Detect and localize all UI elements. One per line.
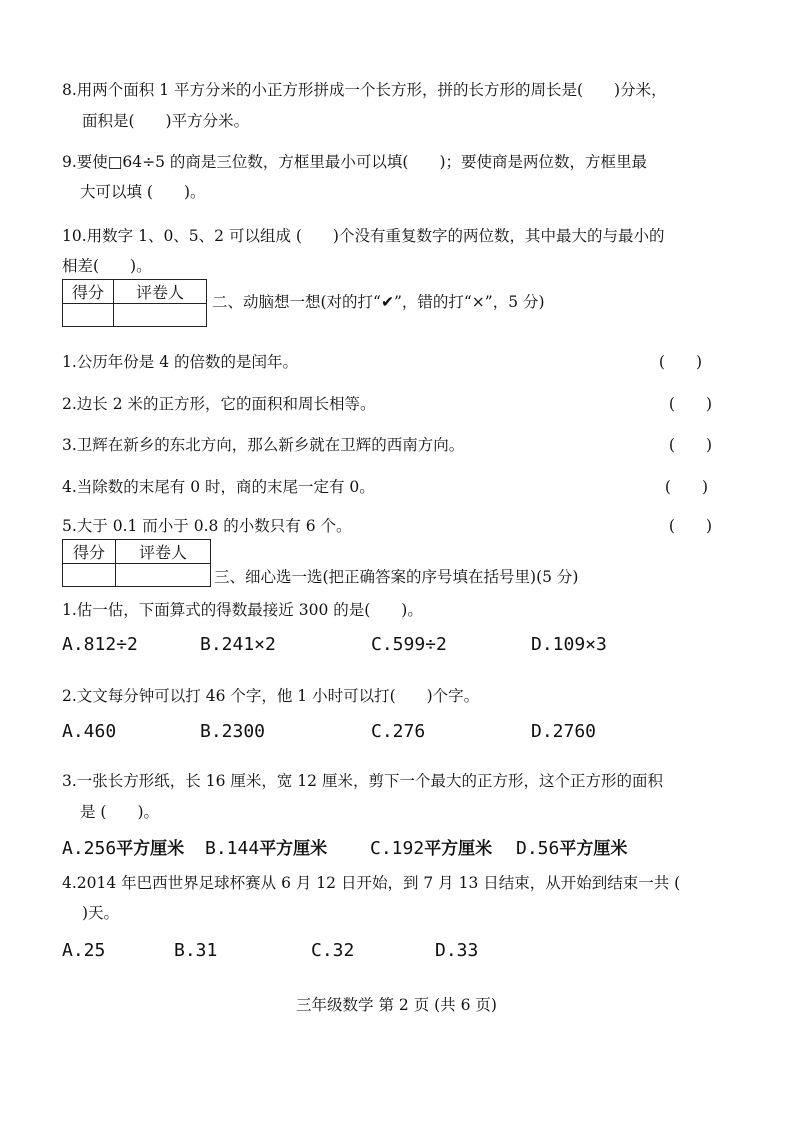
- judge-item-text: 5.大于 0.1 而小于 0.8 的小数只有 6 个。: [62, 517, 352, 535]
- score-cell[interactable]: [63, 304, 114, 327]
- judge-item-3: [62, 435, 712, 457]
- score-cell[interactable]: [63, 564, 116, 587]
- option-b[interactable]: B.144平方厘米: [205, 838, 328, 859]
- question-10-line-1: 10.用数字 1、0、5、2 可以组成 ( )个没有重复数字的两位数，其中最大的与最小的: [62, 227, 665, 245]
- option-d[interactable]: D.2760: [531, 721, 597, 742]
- option-b[interactable]: B.31: [174, 940, 218, 961]
- option-a[interactable]: A.256平方厘米: [62, 838, 185, 859]
- judge-item-5: [62, 516, 712, 538]
- answer-paren[interactable]: ( ): [668, 517, 712, 535]
- answer-paren[interactable]: ( ): [658, 353, 702, 371]
- judge-item-text: 4.当除数的末尾有 0 时，商的末尾一定有 0。: [62, 478, 375, 496]
- choice-question-3-line-1: 3.一张长方形纸，长 16 厘米，宽 12 厘米，剪下一个最大的正方形，这个正方形的面积: [62, 772, 663, 790]
- question-8-line-2: 面积是( )平方分米。: [82, 112, 250, 130]
- choice-question-2: 2.文文每分钟可以打 46 个字，他 1 小时可以打( )个字。: [62, 687, 480, 705]
- question-10-line-2: 相差( )。: [62, 257, 152, 275]
- option-d[interactable]: D.109×3: [531, 634, 607, 655]
- section-3-title: 三、细心选一选(把正确答案的序号填在括号里)(5 分): [214, 568, 579, 586]
- option-c[interactable]: C.599÷2: [371, 634, 447, 655]
- score-box-section-3: [62, 539, 211, 587]
- answer-paren[interactable]: ( ): [664, 478, 708, 496]
- question-9-line-2: 大可以填 ( )。: [80, 183, 206, 201]
- option-c[interactable]: C.192平方厘米: [370, 838, 493, 859]
- score-box-section-2: [62, 279, 207, 327]
- option-c[interactable]: C.32: [311, 940, 355, 961]
- choice-question-1: 1.估一估，下面算式的得数最接近 300 的是( )。: [62, 601, 423, 619]
- choice-question-4-line-2: )天。: [82, 904, 120, 922]
- judge-item-1: [62, 352, 712, 374]
- choice-question-3-line-2: 是 ( )。: [80, 803, 160, 821]
- choice-question-4-line-1: 4.2014 年巴西世界足球杯赛从 6 月 12 日开始，到 7 月 13 日结束，从开始到结束一共 (: [62, 874, 681, 892]
- grader-cell[interactable]: [116, 564, 211, 587]
- question-9-line-1: 9.要使□64÷5 的商是三位数，方框里最小可以填( )；要使商是两位数，方框里最: [62, 153, 648, 171]
- judge-item-2: [62, 394, 712, 416]
- option-d[interactable]: D.56平方厘米: [516, 838, 628, 859]
- option-c[interactable]: C.276: [371, 721, 426, 742]
- grader-cell[interactable]: [114, 304, 207, 327]
- page-footer: 三年级数学 第 2 页 (共 6 页): [296, 996, 497, 1014]
- option-b[interactable]: B.241×2: [200, 634, 276, 655]
- judge-item-text: 3.卫辉在新乡的东北方向，那么新乡就在卫辉的西南方向。: [62, 436, 465, 454]
- judge-item-text: 1.公历年份是 4 的倍数的是闰年。: [62, 353, 299, 371]
- question-8-line-1: 8.用两个面积 1 平方分米的小正方形拼成一个长方形，拼的长方形的周长是( )分米，: [62, 81, 667, 99]
- judge-item-4: [62, 477, 712, 499]
- judge-item-text: 2.边长 2 米的正方形，它的面积和周长相等。: [62, 395, 376, 413]
- grader-header: 评卷人: [114, 280, 207, 304]
- section-2-title: 二、动脑想一想(对的打“✔”，错的打“×”，5 分): [212, 293, 545, 311]
- score-header: 得分: [63, 540, 116, 564]
- option-a[interactable]: A.460: [62, 721, 117, 742]
- answer-paren[interactable]: ( ): [668, 436, 712, 454]
- answer-paren[interactable]: ( ): [668, 395, 712, 413]
- option-a[interactable]: A.812÷2: [62, 634, 138, 655]
- option-d[interactable]: D.33: [435, 940, 479, 961]
- grader-header: 评卷人: [116, 540, 211, 564]
- option-b[interactable]: B.2300: [200, 721, 266, 742]
- option-a[interactable]: A.25: [62, 940, 106, 961]
- score-header: 得分: [63, 280, 114, 304]
